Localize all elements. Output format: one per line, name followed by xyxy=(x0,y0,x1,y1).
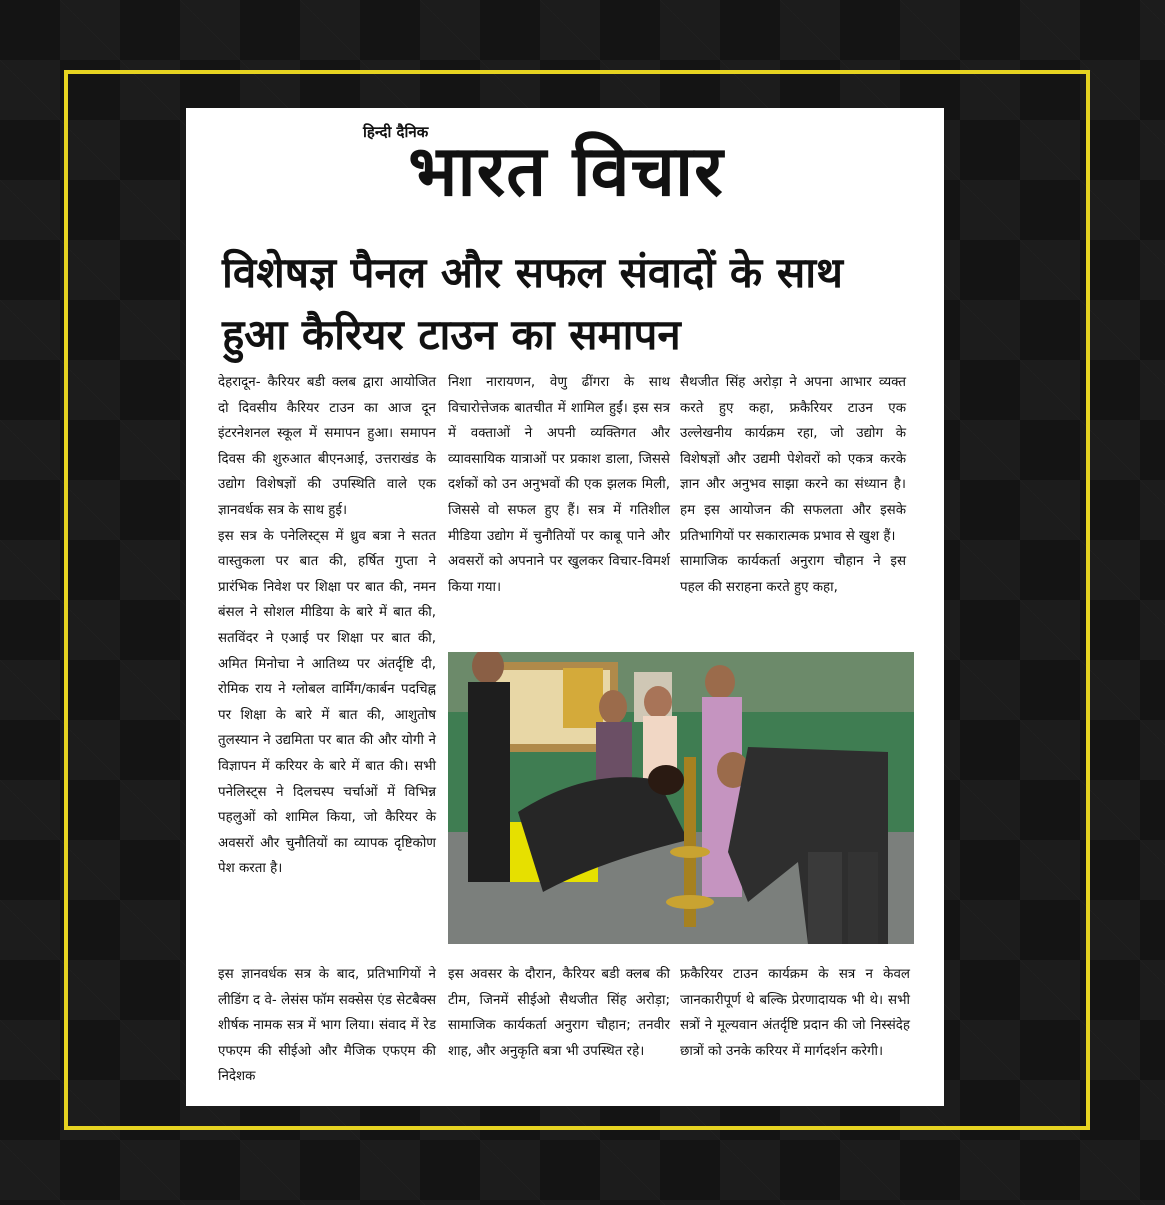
event-photo xyxy=(448,652,914,944)
article-column-2 xyxy=(448,370,670,600)
paragraph: निशा नारायणन, वेणु ढींगरा के साथ विचारोत्तेजक बातचीत में शामिल हुईं। इस सत्र में वक्ताओं ने अपनी व्यक्तिगत और व्यावसायिक यात्राओं पर प्रकाश डाला, जिससे दर्शकों को उन अनुभवों की एक झलक मिली, जिससे वो सफल हुए हैं। सत्र में गतिशील मीडिया उद्योग में चुनौतियों पर काबू पाने और अवसरों को अपनाने पर खुलकर विचार-विमर्श किया गया। xyxy=(448,375,670,595)
article-column-3-bottom xyxy=(680,962,910,1064)
paragraph: सामाजिक कार्यकर्ता अनुराग चौहान ने इस पहल की सराहना करते हुए कहा, xyxy=(680,554,906,595)
article-column-1 xyxy=(218,370,436,882)
article-headline: विशेषज्ञ पैनल और सफल संवादों के साथ हुआ कैरियर टाउन का समापन xyxy=(222,248,843,359)
newspaper-clipping xyxy=(186,108,944,1106)
newspaper-kicker: हिन्दी दैनिक xyxy=(363,123,429,141)
paragraph: फ्रकैरियर टाउन कार्यक्रम के सत्र न केवल जानकारीपूर्ण थे बल्कि प्रेरणादायक भी थे। सभी सत्रों ने मूल्यवान अंतर्दृष्टि प्रदान की जो निस्संदेह छात्रों को उनके करियर में मार्गदर्शन करेगी। xyxy=(680,967,910,1059)
article-column-1-bottom xyxy=(218,962,436,1090)
paragraph: इस ज्ञानवर्धक सत्र के बाद, प्रतिभागियों ने लीडिंग द वे- लेसंस फॉम सक्सेस एंड सेटबैक्स शीर्षक नामक सत्र में भाग लिया। संवाद में रेड एफएम की सीईओ और मैजिक एफएम की निदेशक xyxy=(218,967,436,1085)
paragraph: इस अवसर के दौरान, कैरियर बडी क्लब की टीम, जिनमें सीईओ सैथजीत सिंह अरोड़ा; सामाजिक कार्यकर्ता अनुराग चौहान; तनवीर शाह, और अनुकृति बत्रा भी उपस्थित रहे। xyxy=(448,967,670,1059)
paragraph: सैथजीत सिंह अरोड़ा ने अपना आभार व्यक्त करते हुए कहा, फ्रकैरियर टाउन एक उल्लेखनीय कार्यक्रम रहा, जो उद्योग के विशेषज्ञों और उद्यमी पेशेवरों को एकत्र करके ज्ञान और अनुभव साझा करने का संध्यान है। हम इस आयोजन की सफलता और इसके प्रतिभागियों पर सकारात्मक प्रभाव से खुश हैं। xyxy=(680,375,906,544)
article-column-2-bottom xyxy=(448,962,670,1064)
event-photo-illustration xyxy=(448,652,914,944)
paragraph: देहरादून- कैरियर बडी क्लब द्वारा आयोजित दो दिवसीय कैरियर टाउन का आज दून इंटरनेशनल स्कूल में समापन हुआ। समापन दिवस की शुरुआत बीएनआई, उत्तराखंड के उद्योग विशेषज्ञों की उपस्थिति वाले एक ज्ञानवर्धक सत्र के साथ हुई। xyxy=(218,375,436,518)
paragraph: इस सत्र के पनेलिस्ट्स में ध्रुव बत्रा ने सतत वास्तुकला पर बात की, हर्षित गुप्ता ने प्रारंभिक निवेश पर शिक्षा पर बात की, नमन बंसल ने सोशल मीडिया के बारे में बात की, सतविंदर ने एआई पर शिक्षा पर बात की, अमित मिनोचा ने आतिथ्य पर अंतर्दृष्टि दी, रोमिक राय ने ग्लोबल वार्मिंग/कार्बन पदचिह्न पर शिक्षा के बारे में बात की, आशुतोष तुलस्यान ने उद्यमिता पर बात की और योगी ने विज्ञापन में करियर के बारे में बात की। सभी पनेलिस्ट्स ने दिलचस्प चर्चाओं में विभिन्न पहलुओं को शामिल किया, जो कैरियर के अवसरों और चुनौतियों का व्यापक दृष्टिकोण पेश करता है। xyxy=(218,528,436,877)
newspaper-masthead: भारत विचार xyxy=(408,130,724,212)
article-column-3 xyxy=(680,370,906,600)
